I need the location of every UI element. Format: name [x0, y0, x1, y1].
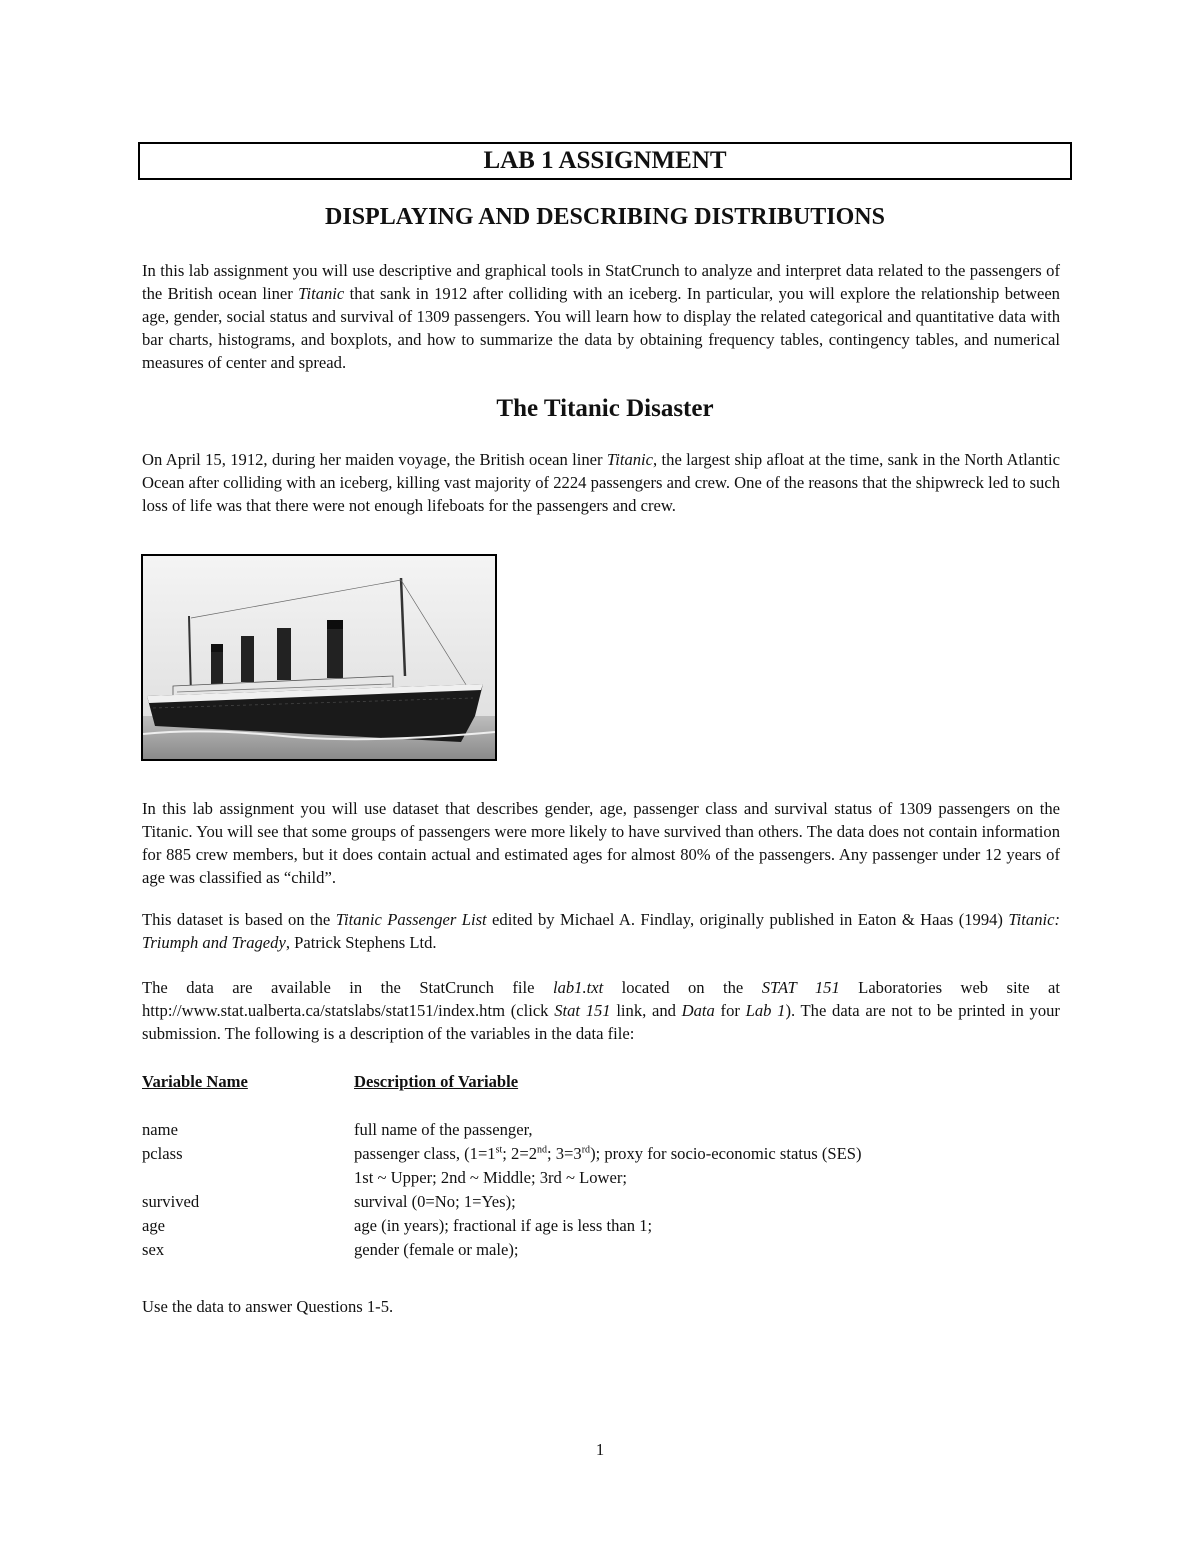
page-number: 1: [595, 1440, 605, 1459]
table-row: sex gender (female or male);: [142, 1240, 519, 1259]
table-row: survived survival (0=No; 1=Yes);: [142, 1192, 516, 1211]
main-heading: DISPLAYING AND DESCRIBING DISTRIBUTIONS: [325, 204, 885, 230]
variable-name-header: Variable Name: [142, 1072, 248, 1091]
variable-table-header: [142, 1070, 1060, 1094]
intro-paragraph: In this lab assignment you will use descriptive and graphical tools in StatCrunch to analyze and interpret data related to the passengers of the British ocean liner Titanic that sank in 1912 after colliding with an iceberg. In particular, you will explore the relationship between age, gender, social status and survival of 1309 passengers. You will learn how to display the related categorical and quantitative data with bar charts, histograms, and boxplots, and how to summarize the data by obtaining frequency tables, contingency tables, and numerical measures of center and spread.: [142, 261, 1060, 372]
availability-paragraph: The data are available in the StatCrunch file lab1.txt located on the STAT 151 Laboratories web site at http://www.stat.ualberta.ca/statslabs/stat151/index.htm (click Stat 151 link, and Data for Lab 1). The data are not to be printed in your submission. The following is a description of the variables in the data file:: [142, 978, 1060, 1043]
section-heading: The Titanic Disaster: [496, 395, 714, 422]
source-paragraph: This dataset is based on the Titanic Passenger List edited by Michael A. Findlay, originally published in Eaton & Haas (1994) Titanic: Triumph and Tragedy, Patrick Stephens Ltd.: [142, 910, 1060, 952]
table-row: age age (in years); fractional if age is less than 1;: [142, 1216, 653, 1235]
closing-instruction: Use the data to answer Questions 1-5.: [142, 1297, 394, 1316]
table-row: 1st ~ Upper; 2nd ~ Middle; 3rd ~ Lower;: [354, 1168, 628, 1187]
lab-title: LAB 1 ASSIGNMENT: [138, 142, 1072, 180]
variable-description-header: Description of Variable: [354, 1072, 519, 1091]
dataset-paragraph: In this lab assignment you will use dataset that describes gender, age, passenger class and survival status of 1309 passengers on the Titanic. You will see that some groups of passengers were more likely to have survived than others. The data does not contain information for 885 crew members, but it does contain actual and estimated ages for almost 80% of the passengers. Any passenger under 12 years of age was classified as “child”.: [142, 799, 1060, 887]
table-row: name full name of the passenger,: [142, 1120, 533, 1139]
variable-table: [142, 1070, 1060, 1262]
table-row: pclass passenger class, (1=1st; 2=2nd; 3=3rd); proxy for socio-economic status (SES): [142, 1144, 862, 1163]
disaster-paragraph: On April 15, 1912, during her maiden voyage, the British ocean liner Titanic, the largest ship afloat at the time, sank in the North Atlantic Ocean after colliding with an iceberg, killing vast majority of 2224 passengers and crew. One of the reasons that the shipwreck led to such loss of life was that there were not enough lifeboats for the passengers and crew.: [142, 450, 1060, 515]
titanic-photo: [141, 554, 497, 761]
